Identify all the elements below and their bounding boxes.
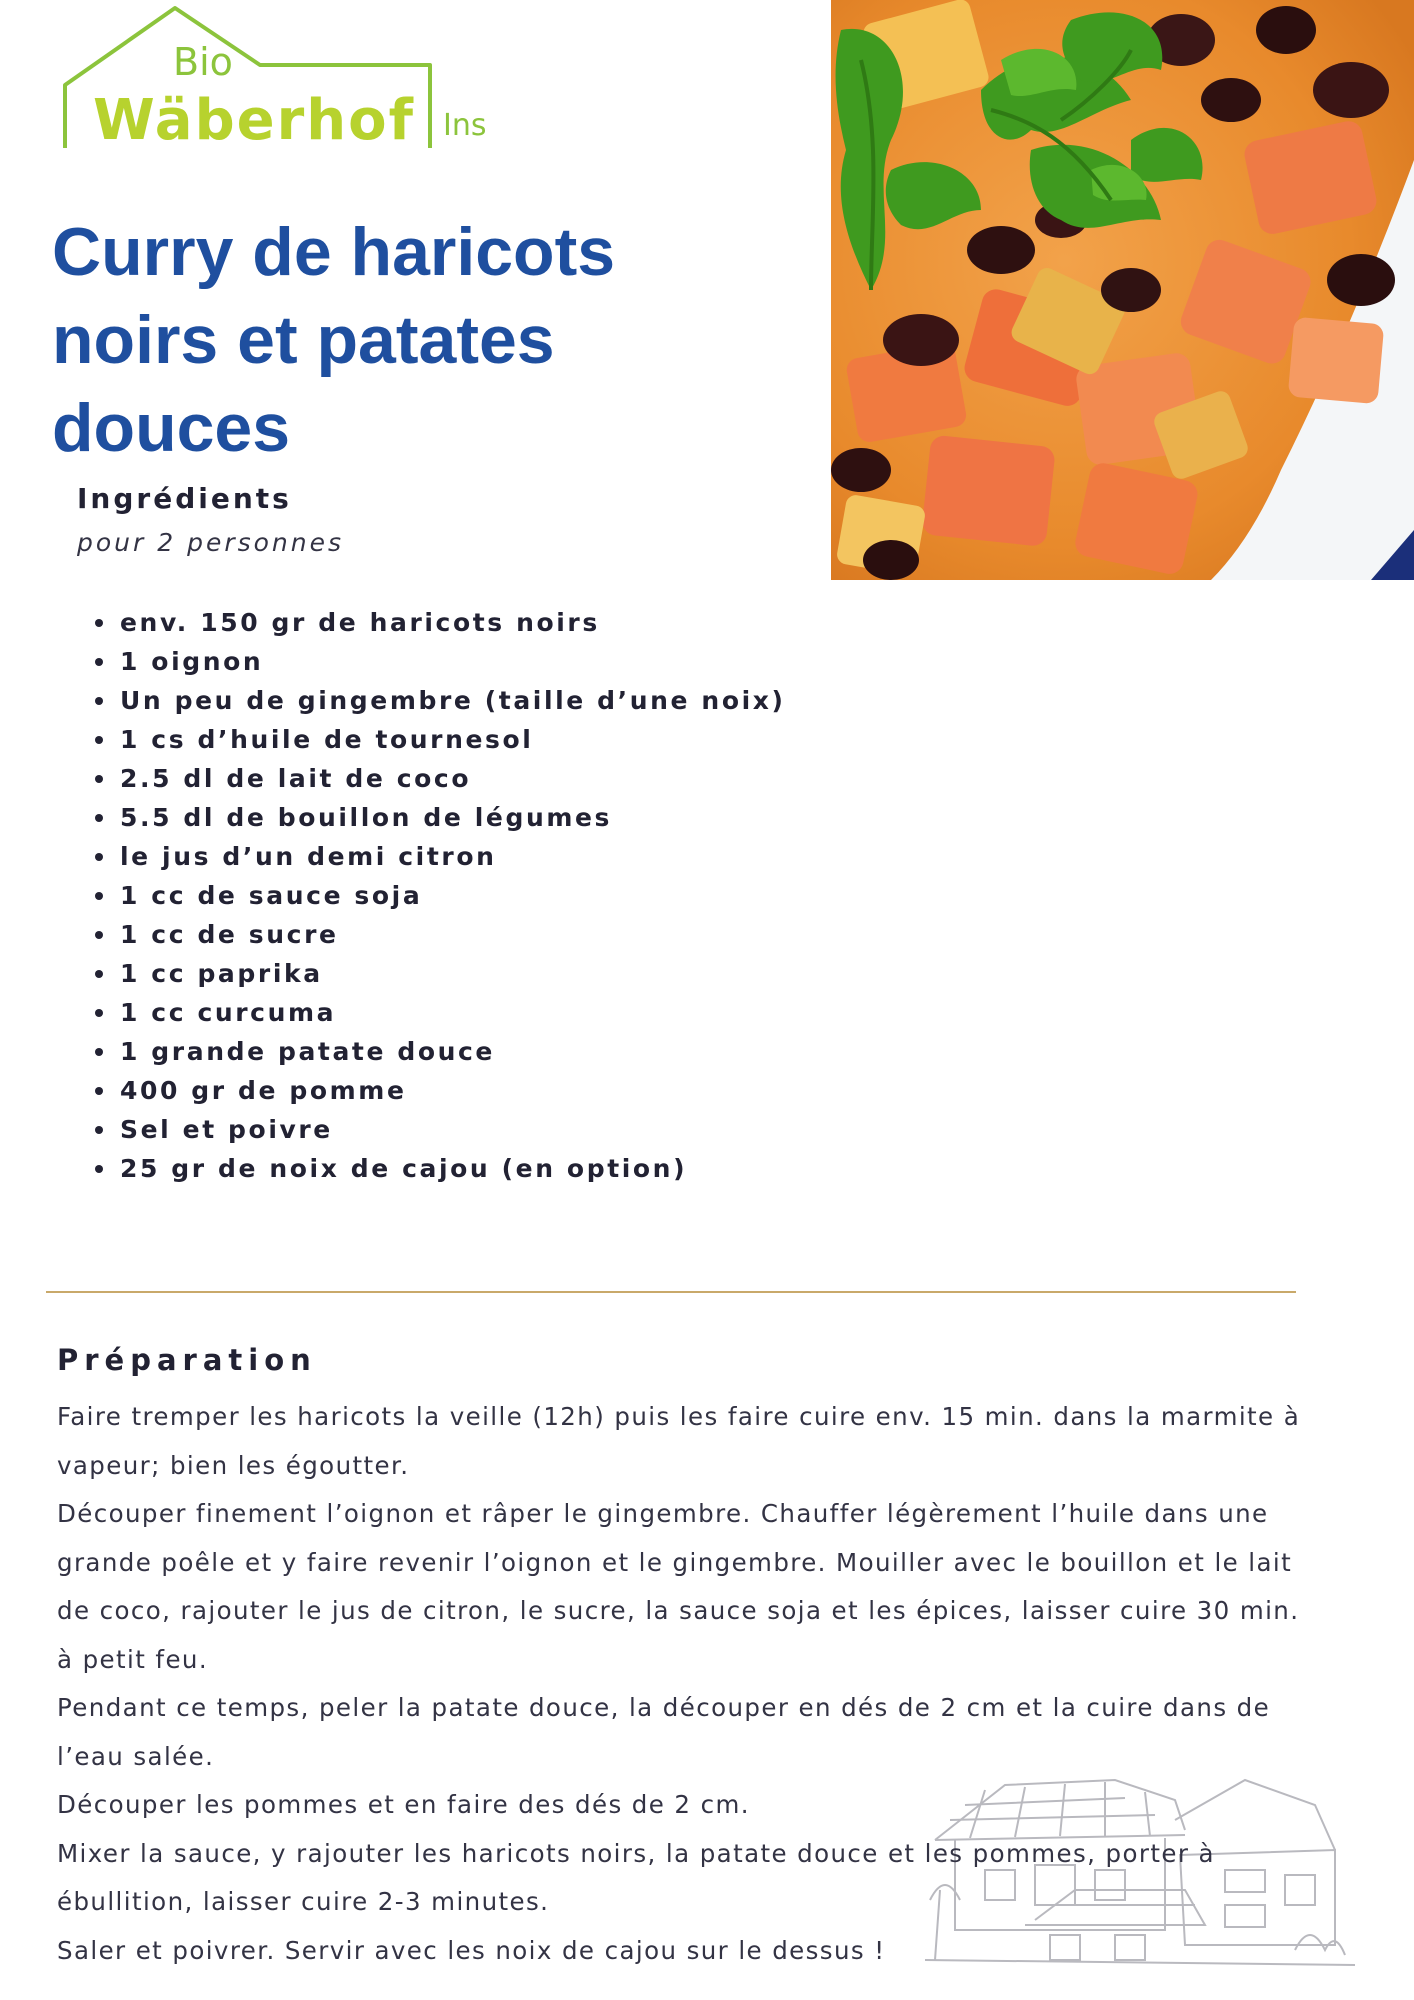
logo-bio-text: Bio <box>173 40 233 84</box>
preparation-step: Découper finement l’oignon et râper le gingembre. Chauffer légèrement l’huile dans une grande poêle et y faire revenir l’oignon et le gingembre. Mouiller avec le bouillon et le lait de coco, rajouter le jus de citron, le sucre, la sauce soja et les épices, laisser cuire 30 min. à petit feu. <box>57 1499 1300 1674</box>
ingredient-item: 1 cc de sucre <box>120 915 786 954</box>
ingredient-item: 400 gr de pomme <box>120 1071 786 1110</box>
preparation-heading: Préparation <box>57 1343 317 1377</box>
preparation-step: Saler et poivrer. Servir avec les noix de cajou sur le dessus ! <box>57 1935 886 1965</box>
logo-name-text: Wäberhof <box>93 88 415 153</box>
title-line: douces <box>52 390 291 466</box>
ingredient-item: Sel et poivre <box>120 1110 786 1149</box>
ingredient-item: 25 gr de noix de cajou (en option) <box>120 1149 786 1188</box>
ingredients-heading: Ingrédients <box>77 482 292 515</box>
servings-label: pour 2 personnes <box>77 528 345 557</box>
ingredient-item: 2.5 dl de lait de coco <box>120 759 786 798</box>
preparation-step: Mixer la sauce, y rajouter les haricots noirs, la patate douce et les pommes, porter à ébullition, laisser cuire 2-3 minutes. <box>57 1838 1215 1916</box>
title-line: Curry de haricots <box>52 214 616 290</box>
preparation-step: Faire tremper les haricots la veille (12h) puis les faire cuire env. 15 min. dans la marmite à vapeur; bien les égoutter. <box>57 1402 1301 1480</box>
ingredient-list <box>70 603 786 1188</box>
recipe-title <box>52 208 672 472</box>
title-line: noirs et patates <box>52 302 555 378</box>
ingredient-item: Un peu de gingembre (taille d’une noix) <box>120 681 786 720</box>
ingredient-item: 5.5 dl de bouillon de légumes <box>120 798 786 837</box>
farm-logo <box>55 0 495 155</box>
logo-place-text: Ins <box>443 108 487 143</box>
ingredient-item: env. 150 gr de haricots noirs <box>120 603 786 642</box>
ingredient-item: 1 cc curcuma <box>120 993 786 1032</box>
ingredient-item: 1 cc de sauce soja <box>120 876 786 915</box>
ingredient-item: 1 cc paprika <box>120 954 786 993</box>
ingredient-item: le jus d’un demi citron <box>120 837 786 876</box>
ingredient-item: 1 grande patate douce <box>120 1032 786 1071</box>
preparation-step: Pendant ce temps, peler la patate douce, la découper en dés de 2 cm et la cuire dans de l’eau salée. <box>57 1693 1271 1771</box>
dish-photo <box>831 0 1414 580</box>
preparation-step: Découper les pommes et en faire des dés de 2 cm. <box>57 1790 750 1819</box>
section-divider <box>46 1291 1296 1293</box>
ingredient-item: 1 cs d’huile de tournesol <box>120 720 786 759</box>
preparation-text <box>57 1393 1317 1975</box>
ingredient-item: 1 oignon <box>120 642 786 681</box>
